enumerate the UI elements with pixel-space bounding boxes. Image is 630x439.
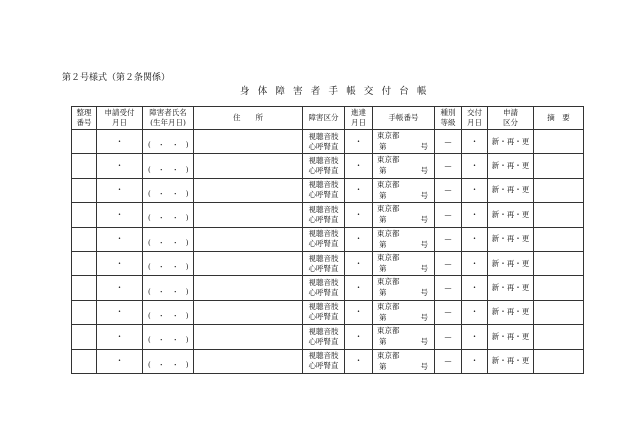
header-shinsei-date: 申請受付 月日 (97, 107, 143, 130)
cell-name: ( ・ ・ ) (143, 203, 194, 227)
header-shinsei-kubun: 申請 区分 (488, 107, 534, 130)
cell-shinsei-kubun: 新・再・更 (488, 130, 534, 154)
cell-tekiyo (534, 203, 584, 227)
table-row (72, 325, 584, 349)
cell-techo-no: 東京都 第 号 (373, 325, 435, 349)
cell-shogai: 視聴音肢 心呼腎直 (303, 130, 345, 154)
cell-name: ( ・ ・ ) (143, 178, 194, 202)
cell-kofu: ・ (462, 349, 488, 373)
cell-seiri (72, 300, 97, 324)
cell-shogai: 視聴音肢 心呼腎直 (303, 154, 345, 178)
cell-kofu: ・ (462, 130, 488, 154)
table-row (72, 276, 584, 300)
cell-shinsei-kubun: 新・再・更 (488, 154, 534, 178)
cell-shinsei-kubun: 新・再・更 (488, 349, 534, 373)
table-row (72, 349, 584, 373)
cell-shintatsu: ・ (345, 130, 373, 154)
cell-shinsei-date: ・ (97, 203, 143, 227)
cell-techo-no: 東京都 第 号 (373, 251, 435, 275)
cell-seiri (72, 349, 97, 373)
table-row (72, 251, 584, 275)
cell-shinsei-kubun: 新・再・更 (488, 300, 534, 324)
cell-address (194, 130, 303, 154)
cell-address (194, 276, 303, 300)
cell-name: ( ・ ・ ) (143, 325, 194, 349)
cell-kofu: ・ (462, 325, 488, 349)
cell-tekiyo (534, 251, 584, 275)
cell-shubetsu: — (435, 130, 462, 154)
cell-techo-no: 東京都 第 号 (373, 203, 435, 227)
table-row (72, 178, 584, 202)
cell-shubetsu: — (435, 251, 462, 275)
cell-shogai: 視聴音肢 心呼腎直 (303, 276, 345, 300)
cell-shubetsu: — (435, 203, 462, 227)
cell-shinsei-kubun: 新・再・更 (488, 203, 534, 227)
cell-kofu: ・ (462, 227, 488, 251)
cell-name: ( ・ ・ ) (143, 227, 194, 251)
header-shintatsu: 進達 月日 (345, 107, 373, 130)
cell-shinsei-kubun: 新・再・更 (488, 251, 534, 275)
cell-shintatsu: ・ (345, 349, 373, 373)
cell-seiri (72, 154, 97, 178)
register-table (71, 106, 584, 374)
cell-seiri (72, 276, 97, 300)
cell-shintatsu: ・ (345, 251, 373, 275)
cell-seiri (72, 227, 97, 251)
cell-tekiyo (534, 349, 584, 373)
cell-shubetsu: — (435, 349, 462, 373)
cell-shogai: 視聴音肢 心呼腎直 (303, 227, 345, 251)
cell-shinsei-date: ・ (97, 325, 143, 349)
header-seiri: 整理 番号 (72, 107, 97, 130)
cell-kofu: ・ (462, 300, 488, 324)
table-row (72, 300, 584, 324)
cell-tekiyo (534, 276, 584, 300)
cell-techo-no: 東京都 第 号 (373, 178, 435, 202)
cell-shogai: 視聴音肢 心呼腎直 (303, 349, 345, 373)
cell-shubetsu: — (435, 276, 462, 300)
cell-seiri (72, 325, 97, 349)
cell-shogai: 視聴音肢 心呼腎直 (303, 300, 345, 324)
cell-name: ( ・ ・ ) (143, 251, 194, 275)
cell-shintatsu: ・ (345, 325, 373, 349)
header-shubetsu: 種別 等級 (435, 107, 462, 130)
cell-kofu: ・ (462, 154, 488, 178)
header-tekiyo: 摘 要 (534, 107, 584, 130)
cell-techo-no: 東京都 第 号 (373, 154, 435, 178)
cell-techo-no: 東京都 第 号 (373, 276, 435, 300)
cell-shubetsu: — (435, 325, 462, 349)
header-row (72, 107, 584, 130)
header-techo-no: 手帳番号 (373, 107, 435, 130)
header-shogai-kubun: 障害区分 (303, 107, 345, 130)
header-kofu: 交付 月日 (462, 107, 488, 130)
cell-address (194, 251, 303, 275)
cell-shubetsu: — (435, 300, 462, 324)
cell-address (194, 349, 303, 373)
cell-tekiyo (534, 154, 584, 178)
cell-tekiyo (534, 227, 584, 251)
cell-name: ( ・ ・ ) (143, 300, 194, 324)
cell-address (194, 325, 303, 349)
cell-shinsei-date: ・ (97, 251, 143, 275)
cell-shinsei-date: ・ (97, 227, 143, 251)
cell-shogai: 視聴音肢 心呼腎直 (303, 178, 345, 202)
cell-shubetsu: — (435, 178, 462, 202)
cell-shintatsu: ・ (345, 276, 373, 300)
cell-tekiyo (534, 325, 584, 349)
cell-tekiyo (534, 300, 584, 324)
register-body (72, 130, 584, 374)
table-row (72, 227, 584, 251)
cell-address (194, 154, 303, 178)
cell-shintatsu: ・ (345, 203, 373, 227)
cell-shinsei-date: ・ (97, 300, 143, 324)
cell-shogai: 視聴音肢 心呼腎直 (303, 325, 345, 349)
cell-address (194, 178, 303, 202)
cell-seiri (72, 130, 97, 154)
cell-shinsei-date: ・ (97, 154, 143, 178)
cell-tekiyo (534, 178, 584, 202)
cell-kofu: ・ (462, 251, 488, 275)
cell-shinsei-kubun: 新・再・更 (488, 276, 534, 300)
table-row (72, 130, 584, 154)
cell-name: ( ・ ・ ) (143, 130, 194, 154)
cell-shubetsu: — (435, 154, 462, 178)
cell-seiri (72, 203, 97, 227)
cell-shinsei-date: ・ (97, 178, 143, 202)
cell-seiri (72, 178, 97, 202)
cell-shinsei-date: ・ (97, 276, 143, 300)
cell-shinsei-kubun: 新・再・更 (488, 178, 534, 202)
header-name: 障害者氏名 (生年月日) (143, 107, 194, 130)
cell-kofu: ・ (462, 276, 488, 300)
cell-shinsei-kubun: 新・再・更 (488, 227, 534, 251)
cell-shintatsu: ・ (345, 178, 373, 202)
table-row (72, 154, 584, 178)
cell-address (194, 300, 303, 324)
cell-name: ( ・ ・ ) (143, 154, 194, 178)
table-row (72, 203, 584, 227)
header-address: 住 所 (194, 107, 303, 130)
cell-shinsei-date: ・ (97, 349, 143, 373)
cell-techo-no: 東京都 第 号 (373, 349, 435, 373)
cell-shinsei-kubun: 新・再・更 (488, 325, 534, 349)
cell-address (194, 203, 303, 227)
cell-name: ( ・ ・ ) (143, 349, 194, 373)
cell-techo-no: 東京都 第 号 (373, 130, 435, 154)
cell-shinsei-date: ・ (97, 130, 143, 154)
cell-techo-no: 東京都 第 号 (373, 227, 435, 251)
cell-shogai: 視聴音肢 心呼腎直 (303, 203, 345, 227)
cell-tekiyo (534, 130, 584, 154)
cell-kofu: ・ (462, 178, 488, 202)
document-title: 身体障害者手帳交付台帳 (240, 86, 435, 97)
form-number-label: 第２号様式（第２条関係） (62, 73, 171, 83)
cell-shintatsu: ・ (345, 300, 373, 324)
cell-seiri (72, 251, 97, 275)
cell-shubetsu: — (435, 227, 462, 251)
cell-shintatsu: ・ (345, 154, 373, 178)
cell-techo-no: 東京都 第 号 (373, 300, 435, 324)
cell-address (194, 227, 303, 251)
cell-shintatsu: ・ (345, 227, 373, 251)
cell-shogai: 視聴音肢 心呼腎直 (303, 251, 345, 275)
cell-kofu: ・ (462, 203, 488, 227)
cell-name: ( ・ ・ ) (143, 276, 194, 300)
